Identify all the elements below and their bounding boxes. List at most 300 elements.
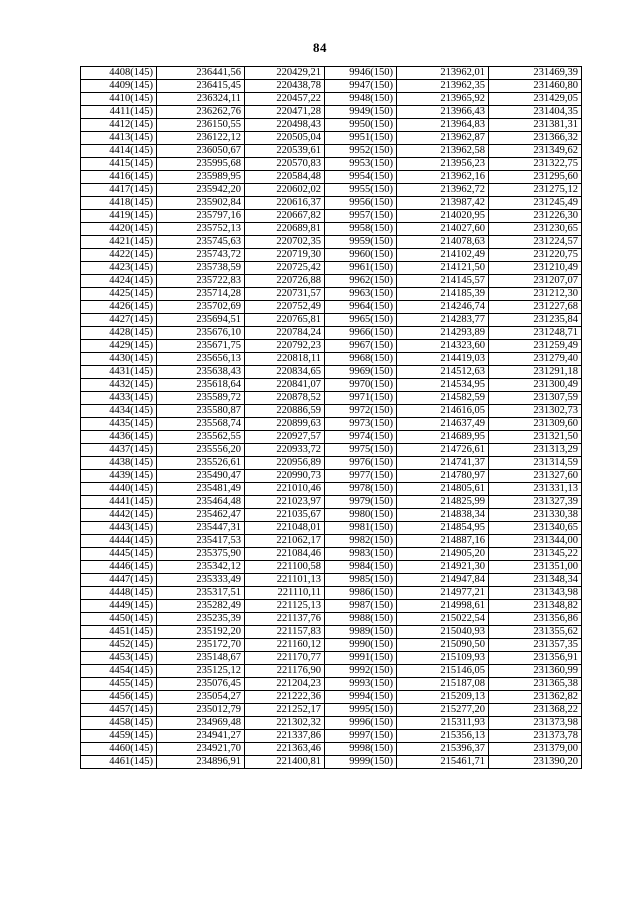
table-cell: 4448(145) [81,587,157,600]
table-cell: 4450(145) [81,613,157,626]
table-cell: 231373,78 [489,730,582,743]
table-cell: 4423(145) [81,262,157,275]
table-row [81,457,582,470]
table-cell: 9954(150) [325,171,397,184]
table-cell: 231275,12 [489,184,582,197]
table-cell: 231322,75 [489,158,582,171]
table-cell: 4459(145) [81,730,157,743]
table-cell: 215109,93 [397,652,489,665]
table-cell: 231295,60 [489,171,582,184]
table-cell: 231351,00 [489,561,582,574]
table-cell: 234921,70 [157,743,245,756]
table-row [81,288,582,301]
table-cell: 9960(150) [325,249,397,262]
table-cell: 220616,37 [245,197,325,210]
table-cell: 235125,12 [157,665,245,678]
table-row [81,639,582,652]
table-cell: 4432(145) [81,379,157,392]
table-row [81,626,582,639]
table-cell: 235797,16 [157,210,245,223]
table-row [81,496,582,509]
table-cell: 9956(150) [325,197,397,210]
table-cell: 231366,32 [489,132,582,145]
table-cell: 220927,57 [245,431,325,444]
table-cell: 236324,11 [157,93,245,106]
table-cell: 221062,17 [245,535,325,548]
table-row [81,509,582,522]
table-cell: 235490,47 [157,470,245,483]
table-cell: 4440(145) [81,483,157,496]
table-cell: 221363,46 [245,743,325,756]
table-row [81,80,582,93]
table-cell: 231300,49 [489,379,582,392]
table-cell: 235333,49 [157,574,245,587]
table-cell: 9995(150) [325,704,397,717]
table-cell: 214741,37 [397,457,489,470]
table-cell: 9980(150) [325,509,397,522]
table-cell: 235702,69 [157,301,245,314]
table-cell: 235526,61 [157,457,245,470]
table-cell: 220990,73 [245,470,325,483]
table-cell: 221302,32 [245,717,325,730]
table-cell: 235694,51 [157,314,245,327]
table-cell: 4434(145) [81,405,157,418]
table-row [81,431,582,444]
table-cell: 220505,04 [245,132,325,145]
table-cell: 215396,37 [397,743,489,756]
table-cell: 214020,95 [397,210,489,223]
table-cell: 214512,63 [397,366,489,379]
table-cell: 4418(145) [81,197,157,210]
table-cell: 235589,72 [157,392,245,405]
table-cell: 221252,17 [245,704,325,717]
table-cell: 231259,49 [489,340,582,353]
table-cell: 4460(145) [81,743,157,756]
table-cell: 214293,89 [397,327,489,340]
table-cell: 214726,61 [397,444,489,457]
table-cell: 215311,93 [397,717,489,730]
table-cell: 4415(145) [81,158,157,171]
table-cell: 231327,39 [489,496,582,509]
table-row [81,145,582,158]
table-cell: 4422(145) [81,249,157,262]
table-cell: 4444(145) [81,535,157,548]
table-cell: 231469,39 [489,67,582,80]
table-row [81,600,582,613]
table-cell: 9948(150) [325,93,397,106]
table-cell: 220498,43 [245,119,325,132]
table-cell: 231210,49 [489,262,582,275]
table-cell: 231349,62 [489,145,582,158]
table-cell: 214887,16 [397,535,489,548]
table-cell: 214689,95 [397,431,489,444]
table-cell: 220725,42 [245,262,325,275]
table-cell: 9971(150) [325,392,397,405]
table-cell: 9946(150) [325,67,397,80]
table-cell: 9950(150) [325,119,397,132]
table-cell: 9949(150) [325,106,397,119]
table-row [81,392,582,405]
table-cell: 213962,58 [397,145,489,158]
table-cell: 231314,59 [489,457,582,470]
table-cell: 9988(150) [325,613,397,626]
table-cell: 231331,13 [489,483,582,496]
table-cell: 235618,64 [157,379,245,392]
table-cell: 235743,72 [157,249,245,262]
table-row [81,327,582,340]
table-cell: 236122,12 [157,132,245,145]
table-cell: 9999(150) [325,756,397,769]
table-cell: 220570,83 [245,158,325,171]
table-cell: 9993(150) [325,678,397,691]
table-row [81,249,582,262]
table-row [81,665,582,678]
table-cell: 221176,90 [245,665,325,678]
table-cell: 9966(150) [325,327,397,340]
table-row [81,197,582,210]
table-cell: 235342,12 [157,561,245,574]
table-cell: 9951(150) [325,132,397,145]
table-cell: 214419,03 [397,353,489,366]
table-cell: 4410(145) [81,93,157,106]
table-cell: 215090,50 [397,639,489,652]
table-cell: 4458(145) [81,717,157,730]
table-row [81,548,582,561]
table-cell: 236262,76 [157,106,245,119]
table-row [81,366,582,379]
table-cell: 235752,13 [157,223,245,236]
table-cell: 214905,20 [397,548,489,561]
table-cell: 4429(145) [81,340,157,353]
table-cell: 4461(145) [81,756,157,769]
table-cell: 215356,13 [397,730,489,743]
table-cell: 235556,20 [157,444,245,457]
table-cell: 231360,99 [489,665,582,678]
table-cell: 214121,50 [397,262,489,275]
table-cell: 9983(150) [325,548,397,561]
table-cell: 214825,99 [397,496,489,509]
table-row [81,262,582,275]
table-cell: 220457,22 [245,93,325,106]
table-cell: 235995,68 [157,158,245,171]
table-cell: 235902,84 [157,197,245,210]
table-cell: 214637,49 [397,418,489,431]
table-cell: 9994(150) [325,691,397,704]
table-cell: 213962,72 [397,184,489,197]
table-cell: 236050,67 [157,145,245,158]
table-cell: 214780,97 [397,470,489,483]
table-cell: 9982(150) [325,535,397,548]
table-cell: 4436(145) [81,431,157,444]
table-cell: 4443(145) [81,522,157,535]
table-row [81,678,582,691]
table-cell: 235375,90 [157,548,245,561]
table-cell: 213962,16 [397,171,489,184]
table-row [81,379,582,392]
table-cell: 231327,60 [489,470,582,483]
table-row [81,93,582,106]
table-cell: 214582,59 [397,392,489,405]
table-cell: 4427(145) [81,314,157,327]
table-cell: 235671,75 [157,340,245,353]
table-cell: 235148,67 [157,652,245,665]
table-cell: 231379,00 [489,743,582,756]
table-cell: 4447(145) [81,574,157,587]
table-cell: 231348,82 [489,600,582,613]
table-cell: 4412(145) [81,119,157,132]
table-cell: 9996(150) [325,717,397,730]
table-cell: 231356,91 [489,652,582,665]
table-cell: 220752,49 [245,301,325,314]
table-cell: 9965(150) [325,314,397,327]
table-row [81,184,582,197]
table-cell: 4428(145) [81,327,157,340]
table-cell: 235282,49 [157,600,245,613]
table-cell: 9985(150) [325,574,397,587]
table-cell: 221035,67 [245,509,325,522]
table-cell: 213962,87 [397,132,489,145]
table-cell: 213964,83 [397,119,489,132]
table-cell: 235638,43 [157,366,245,379]
table-cell: 4413(145) [81,132,157,145]
table-cell: 231340,65 [489,522,582,535]
table-cell: 9967(150) [325,340,397,353]
table-cell: 4454(145) [81,665,157,678]
table-cell: 4425(145) [81,288,157,301]
table-cell: 221100,58 [245,561,325,574]
table-cell: 213987,42 [397,197,489,210]
table-cell: 220784,24 [245,327,325,340]
table-cell: 235738,59 [157,262,245,275]
table-row [81,613,582,626]
table-cell: 9968(150) [325,353,397,366]
table-cell: 235076,45 [157,678,245,691]
table-cell: 9984(150) [325,561,397,574]
table-cell: 231302,73 [489,405,582,418]
table-cell: 221010,46 [245,483,325,496]
table-cell: 214283,77 [397,314,489,327]
table-cell: 234969,48 [157,717,245,730]
table-cell: 231212,30 [489,288,582,301]
coordinates-table [80,66,582,769]
table-row [81,314,582,327]
table-cell: 215277,20 [397,704,489,717]
table-cell: 9997(150) [325,730,397,743]
table-cell: 214534,95 [397,379,489,392]
table-cell: 4416(145) [81,171,157,184]
table-cell: 235745,63 [157,236,245,249]
table-cell: 213966,43 [397,106,489,119]
table-cell: 215461,71 [397,756,489,769]
table-row [81,275,582,288]
table-cell: 220899,63 [245,418,325,431]
table-cell: 215209,13 [397,691,489,704]
table-cell: 221125,13 [245,600,325,613]
table-cell: 214838,34 [397,509,489,522]
table-cell: 231307,59 [489,392,582,405]
table-row [81,236,582,249]
coordinates-table-body [81,67,582,769]
table-cell: 9959(150) [325,236,397,249]
table-cell: 235317,51 [157,587,245,600]
table-row [81,301,582,314]
table-row [81,535,582,548]
table-cell: 220878,52 [245,392,325,405]
table-cell: 214921,30 [397,561,489,574]
table-cell: 235417,53 [157,535,245,548]
table-cell: 9958(150) [325,223,397,236]
table-cell: 9962(150) [325,275,397,288]
table-cell: 9964(150) [325,301,397,314]
table-cell: 4431(145) [81,366,157,379]
table-cell: 214947,84 [397,574,489,587]
table-row [81,171,582,184]
table-cell: 221023,97 [245,496,325,509]
table-cell: 235714,28 [157,288,245,301]
table-row [81,67,582,80]
table-cell: 213956,23 [397,158,489,171]
table-cell: 220689,81 [245,223,325,236]
table-row [81,522,582,535]
table-cell: 4438(145) [81,457,157,470]
table-row [81,470,582,483]
table-cell: 9977(150) [325,470,397,483]
table-cell: 9976(150) [325,457,397,470]
table-cell: 214616,05 [397,405,489,418]
table-cell: 235722,83 [157,275,245,288]
table-cell: 220667,82 [245,210,325,223]
table-cell: 231235,84 [489,314,582,327]
table-cell: 9975(150) [325,444,397,457]
table-cell: 9961(150) [325,262,397,275]
table-cell: 214078,63 [397,236,489,249]
table-cell: 220584,48 [245,171,325,184]
table-cell: 220702,35 [245,236,325,249]
table-cell: 4424(145) [81,275,157,288]
table-cell: 9989(150) [325,626,397,639]
table-row [81,587,582,600]
table-cell: 221157,83 [245,626,325,639]
table-cell: 215187,08 [397,678,489,691]
table-cell: 234896,91 [157,756,245,769]
table-cell: 4426(145) [81,301,157,314]
table-cell: 9986(150) [325,587,397,600]
table-row [81,652,582,665]
table-cell: 220719,30 [245,249,325,262]
table-cell: 9992(150) [325,665,397,678]
table-cell: 214977,21 [397,587,489,600]
table-cell: 213962,35 [397,80,489,93]
table-cell: 220818,11 [245,353,325,366]
table-cell: 214185,39 [397,288,489,301]
table-cell: 214145,57 [397,275,489,288]
table-cell: 231248,71 [489,327,582,340]
table-cell: 235942,20 [157,184,245,197]
table-cell: 221137,76 [245,613,325,626]
table-cell: 231245,49 [489,197,582,210]
table-cell: 9970(150) [325,379,397,392]
table-cell: 4409(145) [81,80,157,93]
table-cell: 221110,11 [245,587,325,600]
table-row [81,704,582,717]
table-cell: 4437(145) [81,444,157,457]
table-cell: 231344,00 [489,535,582,548]
table-row [81,691,582,704]
table-cell: 9969(150) [325,366,397,379]
table-cell: 4439(145) [81,470,157,483]
table-cell: 235568,74 [157,418,245,431]
table-cell: 4445(145) [81,548,157,561]
table-row [81,574,582,587]
table-cell: 9973(150) [325,418,397,431]
table-cell: 221400,81 [245,756,325,769]
table-cell: 220602,02 [245,184,325,197]
table-row [81,405,582,418]
table-cell: 4455(145) [81,678,157,691]
table-cell: 9979(150) [325,496,397,509]
table-cell: 235447,31 [157,522,245,535]
table-cell: 215040,93 [397,626,489,639]
table-cell: 231291,18 [489,366,582,379]
table-cell: 9972(150) [325,405,397,418]
table-cell: 231313,29 [489,444,582,457]
table-row [81,730,582,743]
table-cell: 220886,59 [245,405,325,418]
table-cell: 231355,62 [489,626,582,639]
table-cell: 231220,75 [489,249,582,262]
table-cell: 231365,38 [489,678,582,691]
table-cell: 221222,36 [245,691,325,704]
table-cell: 9947(150) [325,80,397,93]
table-cell: 214102,49 [397,249,489,262]
table-cell: 221084,46 [245,548,325,561]
table-cell: 220471,28 [245,106,325,119]
table-cell: 4435(145) [81,418,157,431]
table-cell: 220726,88 [245,275,325,288]
table-cell: 4419(145) [81,210,157,223]
table-cell: 4453(145) [81,652,157,665]
table-cell: 4433(145) [81,392,157,405]
table-cell: 213965,92 [397,93,489,106]
table-row [81,119,582,132]
table-cell: 9953(150) [325,158,397,171]
table-cell: 221101,13 [245,574,325,587]
table-cell: 231390,20 [489,756,582,769]
table-cell: 9998(150) [325,743,397,756]
table-cell: 4449(145) [81,600,157,613]
table-cell: 214027,60 [397,223,489,236]
table-cell: 231224,57 [489,236,582,249]
table-cell: 220933,72 [245,444,325,457]
table-cell: 231330,38 [489,509,582,522]
table-cell: 231368,22 [489,704,582,717]
table-cell: 231404,35 [489,106,582,119]
table-cell: 235481,49 [157,483,245,496]
table-cell: 214246,74 [397,301,489,314]
table-cell: 220765,81 [245,314,325,327]
table-cell: 236441,56 [157,67,245,80]
table-cell: 220841,07 [245,379,325,392]
table-cell: 231230,65 [489,223,582,236]
table-cell: 231357,35 [489,639,582,652]
table-cell: 231227,68 [489,301,582,314]
table-cell: 9990(150) [325,639,397,652]
table-cell: 9952(150) [325,145,397,158]
table-cell: 4441(145) [81,496,157,509]
table-cell: 4408(145) [81,67,157,80]
table-cell: 220539,61 [245,145,325,158]
table-cell: 214805,61 [397,483,489,496]
